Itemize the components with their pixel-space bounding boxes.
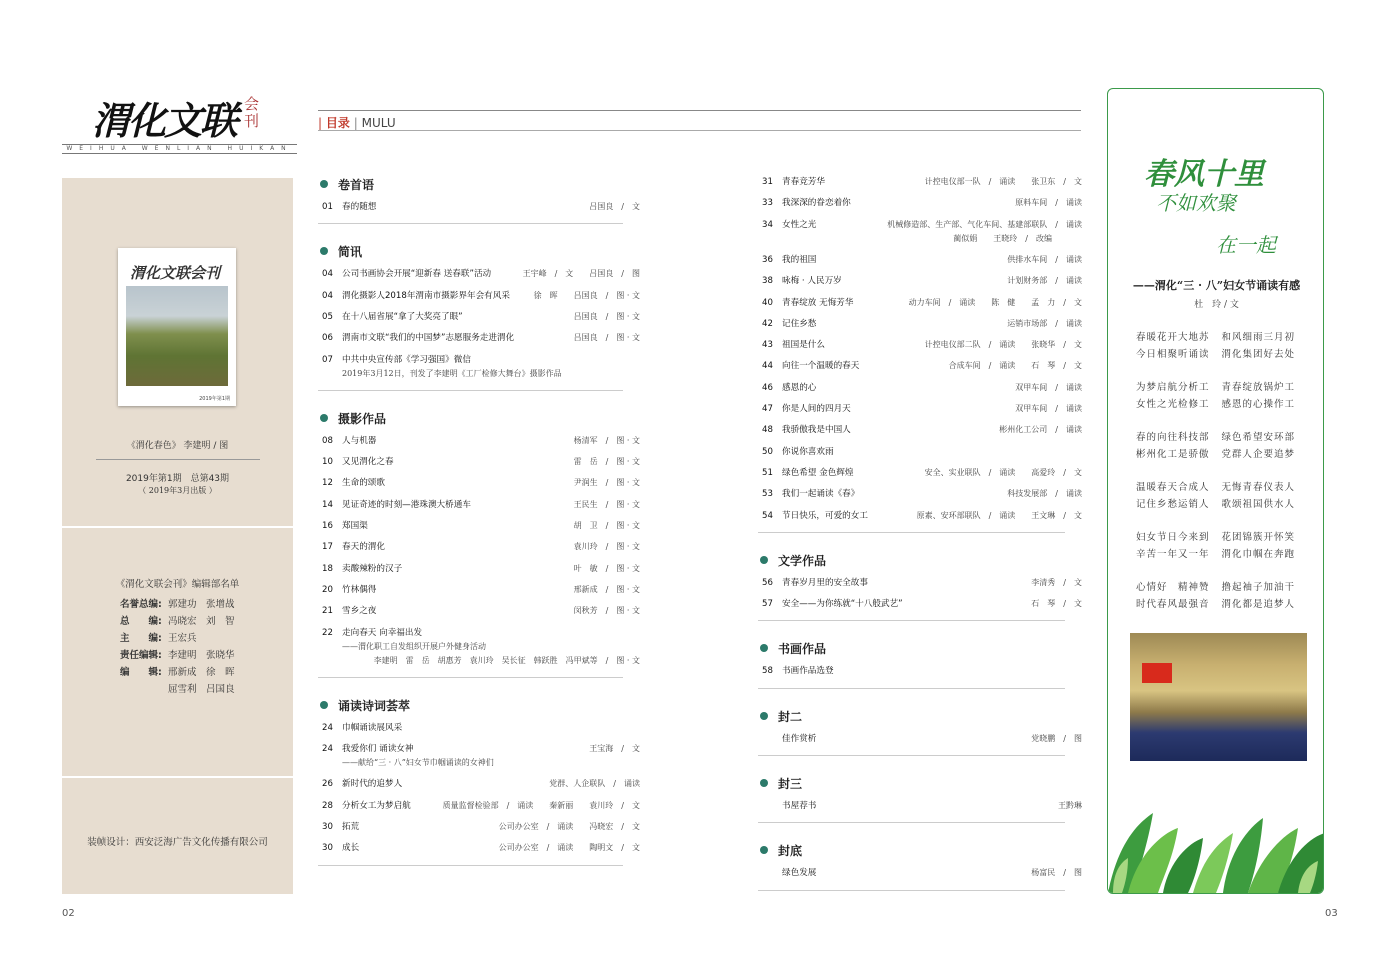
poem-verse: 温暖春天合成人: [1136, 482, 1210, 493]
toc-credit: 吕国良 / 图 · 文: [573, 333, 640, 343]
toc-entry[interactable]: [322, 498, 640, 512]
toc-subtitle: 蔺似娟 王晓玲 / 改编: [953, 233, 1052, 243]
toc-page-number: 17: [322, 542, 333, 553]
toc-section-heading: [760, 775, 802, 792]
feature-photo: [1130, 633, 1307, 761]
toc-credit: 徐 晖 吕国良 / 图 · 文: [533, 290, 640, 300]
header-bottom-rule: [318, 130, 1081, 131]
poem-verse: 春暖花开大地苏: [1136, 332, 1210, 343]
staff-list: [120, 596, 235, 698]
toc-credit: 计控电仪部一队 / 诵读 张卫东 / 文: [924, 177, 1082, 186]
page-number-right: 03: [1325, 908, 1338, 919]
staff-row: [120, 630, 235, 647]
toc-page-number: 40: [762, 297, 773, 308]
staff-names: 冯晓宏 刘 智: [168, 616, 235, 627]
toc-entry[interactable]: [322, 583, 640, 597]
toc-title: 雪乡之夜: [342, 606, 377, 617]
section-bullet-icon: [760, 712, 768, 720]
section-bullet-icon: [760, 644, 768, 652]
toc-entry[interactable]: [322, 353, 640, 367]
staff-row: [120, 647, 235, 664]
poem-verse: 辛苦一年又一年: [1136, 549, 1210, 560]
toc-entry[interactable]: [762, 196, 1082, 210]
toc-title: 在十八届省展“拿了大奖亮了眼”: [342, 311, 463, 322]
toc-entry[interactable]: [322, 721, 640, 735]
poem-verse: 花团锦簇开怀笑: [1221, 532, 1296, 543]
toc-page-number: 50: [762, 446, 773, 457]
toc-page-number: 04: [322, 290, 333, 301]
toc-entry[interactable]: [322, 267, 640, 281]
toc-credit: 公司办公室 / 诵读 冯晓宏 / 文: [498, 822, 640, 831]
toc-title: 咏梅 · 人民万岁: [782, 276, 842, 287]
toc-page-number: 57: [762, 599, 773, 610]
staff-row: [120, 613, 235, 630]
toc-page-number: 47: [762, 404, 773, 414]
toc-page-number: 22: [322, 627, 333, 638]
toc-credit: 胡 卫 / 图 · 文: [573, 521, 640, 530]
toc-title: 郑国渠: [342, 521, 368, 531]
page-number-left: 02: [62, 908, 75, 919]
sidebar-panel: [62, 178, 293, 894]
section-divider: [758, 620, 1065, 621]
toc-entry[interactable]: [762, 597, 1082, 611]
toc-page-number: 26: [322, 779, 333, 790]
section-bullet-icon: [760, 779, 768, 787]
poem-verse: 记住乡愁运销人: [1136, 499, 1210, 510]
staff-role: 责任编辑:: [120, 650, 162, 661]
sidebar-divider: [62, 526, 293, 528]
staff-row: [120, 681, 235, 698]
toc-title: 你说你喜欢雨: [782, 446, 834, 457]
section-divider: [318, 223, 623, 224]
toc-title: 人与机器: [342, 435, 377, 446]
toc-entry[interactable]: [322, 331, 640, 345]
header-top-rule: [318, 110, 1081, 111]
toc-title: 我的祖国: [782, 254, 817, 265]
poem-verse: 绿色希望安环部: [1221, 432, 1296, 443]
toc-entry[interactable]: [762, 445, 1082, 459]
poem-verse: 春的向往科技部: [1136, 432, 1210, 443]
toc-section-heading: [760, 552, 826, 569]
toc-title: 走向春天 向幸福出发: [342, 627, 423, 638]
staff-role: 编 辑:: [120, 667, 162, 678]
toc-title: 记住乡愁: [782, 318, 817, 329]
toc-title: 我们一起诵读《春》: [782, 489, 860, 500]
toc-entry[interactable]: [322, 455, 640, 469]
toc-title: 女性之光: [782, 219, 817, 230]
toc-credit: 闵秋芳 / 图 · 文: [573, 606, 640, 616]
section-title: 书画作品: [778, 642, 827, 657]
toc-credit: 公司办公室 / 诵读 陶明文 / 文: [498, 843, 640, 853]
poem-verse: 歌颂祖国供水人: [1221, 499, 1296, 510]
toc-credit: 原素、安环部联队 / 诵读 王文琳 / 文: [916, 510, 1082, 520]
poem-verse: 无悔青春仪表人: [1221, 482, 1296, 493]
toc-title: 我爱你们 诵读女神: [342, 744, 414, 755]
contents-label: 目录: [325, 116, 350, 130]
leaves-decoration: [1108, 783, 1324, 893]
toc-entry[interactable]: [322, 777, 640, 791]
toc-page-number: 51: [762, 467, 773, 478]
poem-line: [1136, 529, 1295, 546]
toc-title: 青春岁月里的安全故事: [782, 577, 868, 588]
toc-entry[interactable]: [762, 423, 1082, 437]
flag-in-photo: [1142, 663, 1172, 683]
toc-credit: 运销市场部 / 诵读: [1007, 318, 1082, 328]
toc-title: 中共中央宣传部《学习强国》微信: [342, 354, 471, 365]
toc-section-heading: [760, 640, 826, 657]
toc-page-number: 08: [322, 435, 333, 446]
section-divider: [758, 688, 1065, 689]
toc-credit: 质量监督检验部 / 诵读 秦新丽 袁川玲 / 文: [442, 800, 640, 810]
toc-page-number: 12: [322, 478, 333, 489]
poem-verse: 感恩的心操作工: [1221, 399, 1296, 410]
section-title: 诵读诗词荟萃: [338, 698, 411, 713]
feature-title-line2: 不如欢聚: [1156, 191, 1236, 215]
toc-page-number: 06: [322, 333, 333, 344]
cover-title: 渭化文联会刊: [130, 264, 221, 282]
toc-title: 渭化摄影人2018年渭南市摄影界年会有风采: [342, 290, 510, 301]
toc-entry[interactable]: [762, 799, 1082, 813]
toc-credit: 安全、实业联队 / 诵读 高爱玲 / 文: [924, 467, 1082, 477]
toc-title: 分析女工为梦启航: [342, 800, 411, 811]
toc-entry[interactable]: [762, 296, 1082, 310]
toc-page-number: 24: [322, 744, 333, 755]
toc-title: 春天的渭化: [342, 542, 385, 553]
toc-entry[interactable]: [322, 626, 640, 640]
staff-names: 郭建功 张增战: [168, 599, 235, 610]
toc-entry[interactable]: [762, 509, 1082, 523]
toc-credit: 王黔琳: [1058, 801, 1082, 810]
toc-title: 又见渭化之春: [342, 457, 394, 468]
toc-entry[interactable]: [762, 274, 1082, 288]
toc-entry[interactable]: [322, 519, 640, 533]
toc-title: 绿色发展: [782, 868, 817, 879]
section-divider: [318, 865, 623, 866]
toc-title: 见证奇迹的时刻—港珠澳大桥通车: [342, 499, 471, 510]
toc-credit: 原料车间 / 诵读: [1015, 198, 1082, 208]
staff-names: 屈雪利 吕国良: [168, 684, 235, 695]
toc-title: 向往一个温暖的春天: [782, 361, 860, 372]
poem-line: [1136, 596, 1295, 613]
toc-credit: 雷 岳 / 图 · 文: [573, 457, 640, 467]
toc-entry[interactable]: [322, 434, 640, 448]
cover-photo: [126, 286, 228, 386]
toc-section-heading: [760, 708, 802, 725]
toc-entry[interactable]: [762, 732, 1082, 746]
toc-title: 生命的颂歌: [342, 478, 385, 489]
poem-line: [1136, 379, 1295, 396]
toc-title: 祖国是什么: [782, 340, 825, 351]
toc-credit: 王民生 / 图 · 文: [573, 499, 640, 509]
staff-title: 《渭化文联会刊》编辑部名单: [115, 579, 240, 590]
toc-title: 节日快乐，可爱的女工: [782, 510, 868, 521]
toc-credit: 合成车间 / 诵读 石 琴 / 文: [948, 361, 1082, 371]
section-title: 文学作品: [778, 553, 827, 568]
toc-entry[interactable]: [322, 540, 640, 554]
toc-title: 佳作赏析: [782, 733, 817, 744]
cover-caption: 《渭化春色》 李建明 / 图: [126, 441, 229, 451]
poem-verse: 彬州化工是骄傲: [1136, 449, 1210, 460]
section-bullet-icon: [760, 846, 768, 854]
feature-headline: ——渭化“三 · 八”妇女节诵读有感: [1132, 279, 1301, 292]
poem-verse: 和风细雨三月初: [1221, 332, 1296, 343]
toc-credit: 王宇峰 / 文 吕国良 / 图: [522, 269, 640, 279]
staff-row: [120, 664, 235, 681]
toc-section-heading: [760, 842, 802, 859]
toc-credit: 彬州化工公司 / 诵读: [999, 425, 1082, 435]
toc-entry[interactable]: [322, 742, 640, 756]
section-divider: [758, 822, 1065, 823]
toc-subtitle: ——渭化职工自发组织开展户外健身活动: [342, 641, 486, 651]
toc-page-number: 14: [322, 499, 333, 510]
toc-entry[interactable]: [762, 381, 1082, 395]
toc-page-number: 38: [762, 276, 773, 287]
toc-entry[interactable]: [762, 253, 1082, 267]
section-title: 摄影作品: [338, 411, 387, 426]
poem-verse: 为梦启航分析工: [1136, 382, 1210, 393]
feature-author: 杜 玲 / 文: [1194, 300, 1239, 310]
poem-verse: 渭化集团好去处: [1221, 349, 1296, 360]
toc-credit: 党群、人企联队 / 诵读: [549, 779, 640, 789]
poem-line: [1136, 446, 1295, 463]
publish-date: （ 2019年3月出版 ）: [138, 486, 217, 495]
poem-verse: 青春绽放锅炉工: [1221, 382, 1296, 393]
section-divider: [318, 390, 623, 391]
toc-credit: 李清秀 / 文: [1031, 577, 1082, 587]
toc-title: 绿色希望 金色辉煌: [782, 467, 854, 478]
toc-title: 渭南市文联“我们的中国梦”志愿服务走进渭化: [342, 333, 515, 344]
toc-title: 我深深的眷恋着你: [782, 198, 851, 209]
toc-section-heading: [320, 410, 386, 427]
toc-credit: 叶 敏 / 图 · 文: [573, 563, 640, 573]
toc-page-number: 10: [322, 457, 333, 468]
toc-subtitle: 2019年3月12日，刊发了李建明《工厂检修大舞台》摄影作品: [342, 368, 562, 378]
toc-entry[interactable]: [762, 402, 1082, 416]
section-divider: [758, 890, 1065, 891]
toc-page-number: 30: [322, 843, 333, 854]
toc-credit: 双甲车间 / 诵读: [1015, 404, 1082, 413]
toc-page-number: 31: [762, 177, 773, 187]
toc-credit: 石 琴 / 文: [1031, 599, 1082, 609]
toc-page-number: 54: [762, 510, 773, 521]
section-title: 封二: [778, 709, 803, 724]
toc-entry[interactable]: [762, 664, 1082, 678]
section-title: 封底: [778, 844, 803, 859]
toc-page-number: 58: [762, 666, 773, 677]
toc-page-number: 28: [322, 800, 333, 811]
caption-divider: [96, 459, 260, 460]
toc-entry[interactable]: [322, 841, 640, 855]
toc-page-number: 05: [322, 311, 333, 322]
staff-names: 李建明 张晓华: [168, 650, 235, 661]
poem-line: [1136, 496, 1295, 513]
logo-text: 渭化文联: [92, 98, 237, 143]
staff-names: 王宏兵: [168, 633, 197, 644]
toc-title: 卖酸辣粉的汉子: [342, 563, 403, 574]
toc-title: 巾帼诵读展风采: [342, 722, 403, 733]
toc-credit: 供排水车间 / 诵读: [1007, 254, 1082, 264]
toc-entry[interactable]: [322, 562, 640, 576]
toc-credit: 动力车间 / 诵读 陈 健 孟 力 / 文: [908, 297, 1082, 307]
poem-line: [1136, 546, 1295, 563]
masthead-logo: [66, 90, 297, 152]
section-title: 简讯: [338, 245, 363, 260]
toc-entry[interactable]: [322, 289, 640, 303]
poem-verse: 心情好 精神赞: [1136, 582, 1210, 593]
toc-title: 我骄傲我是中国人: [782, 425, 851, 436]
staff-role: 总 编:: [120, 616, 162, 627]
logo-side-text: 会刊: [244, 95, 260, 130]
feature-panel: [1107, 88, 1324, 894]
toc-entry[interactable]: [322, 820, 640, 834]
toc-credit: 计控电仪部二队 / 诵读 张晓华 / 文: [924, 340, 1082, 350]
poem-verse: 党群人企要追梦: [1221, 449, 1296, 460]
toc-credit: 袁川玲 / 图 · 文: [573, 542, 640, 552]
section-divider: [318, 677, 623, 678]
toc-credit: 党晓鹏 / 图: [1031, 733, 1082, 743]
toc-entry[interactable]: [322, 200, 640, 214]
toc-page-number: 44: [762, 361, 773, 372]
feature-title-line3: 在一起: [1216, 233, 1276, 257]
toc-credit: 尹润生 / 图 · 文: [573, 478, 640, 488]
toc-entry[interactable]: [322, 310, 640, 324]
toc-page-number: 48: [762, 425, 773, 436]
contents-header: | 目录 | MULU: [318, 116, 396, 130]
toc-entry[interactable]: [762, 175, 1082, 189]
toc-page-number: 21: [322, 606, 333, 617]
section-divider: [758, 532, 1065, 533]
section-title: 封三: [778, 777, 803, 791]
toc-title: 成长: [342, 843, 360, 854]
toc-credit: 吕国良 / 图 · 文: [573, 311, 640, 321]
section-bullet-icon: [320, 414, 328, 422]
toc-entry[interactable]: [762, 218, 1082, 232]
toc-page-number: 18: [322, 563, 333, 574]
section-bullet-icon: [320, 247, 328, 255]
poem-verse: 时代春风最强音: [1136, 599, 1210, 610]
toc-page-number: 53: [762, 489, 773, 500]
staff-names: 邢新成 徐 晖: [168, 667, 235, 678]
section-bullet-icon: [320, 701, 328, 709]
section-divider: [758, 755, 1065, 756]
cover-issue: 2019年第1期: [199, 396, 230, 402]
logo-roman: WEIHUA WENLIAN HUIKAN: [62, 144, 297, 154]
staff-role: 主 编:: [120, 633, 162, 644]
toc-entry[interactable]: [762, 487, 1082, 501]
toc-title: 青春竞芳华: [782, 177, 825, 187]
staff-role: 名誉总编:: [120, 599, 162, 610]
toc-entry[interactable]: [762, 359, 1082, 373]
toc-subtitle: 李建明 雷 岳 胡惠芳 袁川玲 吴长征 韩跃胜 冯甲斌等 / 图 · 文: [373, 655, 640, 665]
toc-entry[interactable]: [762, 338, 1082, 352]
section-title: 卷首语: [338, 178, 375, 192]
toc-credit: 邢新成 / 图 · 文: [573, 584, 640, 594]
section-bullet-icon: [320, 180, 328, 188]
toc-entry[interactable]: [762, 576, 1082, 590]
poem-verse: 女性之光检修工: [1136, 399, 1210, 410]
cover-thumbnail: [118, 248, 236, 406]
poem-verse: 渭化巾帼在奔跑: [1221, 549, 1296, 560]
toc-title: 竹林偶得: [342, 584, 377, 595]
poem-line: [1136, 479, 1295, 496]
sidebar-divider: [62, 776, 293, 778]
poem-line: [1136, 579, 1295, 596]
section-bullet-icon: [760, 556, 768, 564]
toc-entry[interactable]: [322, 604, 640, 618]
toc-section-heading: [320, 176, 374, 193]
toc-title: 青春绽放 无悔芳华: [782, 297, 854, 308]
toc-page-number: 34: [762, 219, 773, 230]
toc-entry[interactable]: [762, 866, 1082, 880]
toc-section-heading: [320, 697, 410, 714]
toc-page-number: 20: [322, 584, 333, 595]
poem-line: [1136, 329, 1295, 346]
toc-title: 拓荒: [342, 822, 360, 832]
toc-page-number: 30: [322, 822, 333, 832]
toc-entry[interactable]: [322, 799, 640, 813]
toc-title: 感恩的心: [782, 382, 817, 393]
toc-title: 书画作品选登: [782, 666, 834, 677]
poem-line: [1136, 346, 1295, 363]
toc-page-number: 42: [762, 318, 773, 329]
toc-page-number: 36: [762, 254, 773, 265]
toc-page-number: 07: [322, 354, 333, 365]
toc-credit: 机械修造部、生产部、气化车间、基建部联队 / 诵读: [887, 219, 1082, 229]
toc-title: 春的随想: [342, 202, 377, 212]
toc-page-number: 43: [762, 340, 773, 351]
poem-verse: 撸起袖子加油干: [1221, 582, 1296, 593]
poem-verse: 渭化都是追梦人: [1221, 599, 1296, 610]
toc-page-number: 33: [762, 198, 773, 209]
toc-page-number: 24: [322, 722, 333, 733]
toc-entry[interactable]: [322, 476, 640, 490]
toc-subtitle: ——献给“三 · 八”妇女节巾帼诵读的女神们: [342, 758, 494, 768]
design-credit: 装帧设计：西安泛海广告文化传播有限公司: [87, 837, 268, 848]
toc-credit: 吕国良 / 文: [589, 202, 640, 211]
issue-line: 2019年第1期 总第43期: [125, 474, 230, 484]
toc-credit: 王宝海 / 文: [589, 744, 640, 754]
poem-verse: 妇女节日今来到: [1136, 532, 1210, 543]
toc-page-number: 56: [762, 577, 773, 588]
toc-credit: 杨清军 / 图 · 文: [573, 435, 640, 445]
staff-role: [120, 681, 168, 698]
poem-line: [1136, 396, 1295, 413]
toc-entry[interactable]: [762, 317, 1082, 331]
poem-verse: 今日相聚听诵读: [1136, 349, 1210, 360]
toc-page-number: 01: [322, 202, 333, 212]
toc-page-number: 04: [322, 269, 333, 280]
toc-title: 公司书画协会开展“迎新春 送春联”活动: [342, 269, 492, 280]
toc-page-number: 46: [762, 382, 773, 393]
toc-credit: 双甲车间 / 诵读: [1015, 382, 1082, 392]
contents-label-en: MULU: [361, 116, 396, 130]
toc-page-number: 16: [322, 521, 333, 531]
toc-title: 你是人间的四月天: [782, 404, 851, 414]
toc-title: 安全——为你练就“十八般武艺”: [782, 599, 903, 610]
toc-credit: 杨富民 / 图: [1031, 868, 1082, 878]
poem-line: [1136, 429, 1295, 446]
toc-title: 新时代的追梦人: [342, 779, 403, 790]
toc-title: 书屋荐书: [782, 801, 817, 811]
staff-row: [120, 596, 235, 613]
feature-title-line1: 春风十里: [1144, 157, 1264, 192]
toc-credit: 科技发展部 / 诵读: [1007, 489, 1082, 499]
toc-section-heading: [320, 243, 362, 260]
toc-credit: 计划财务部 / 诵读: [1007, 276, 1082, 286]
toc-entry[interactable]: [762, 466, 1082, 480]
